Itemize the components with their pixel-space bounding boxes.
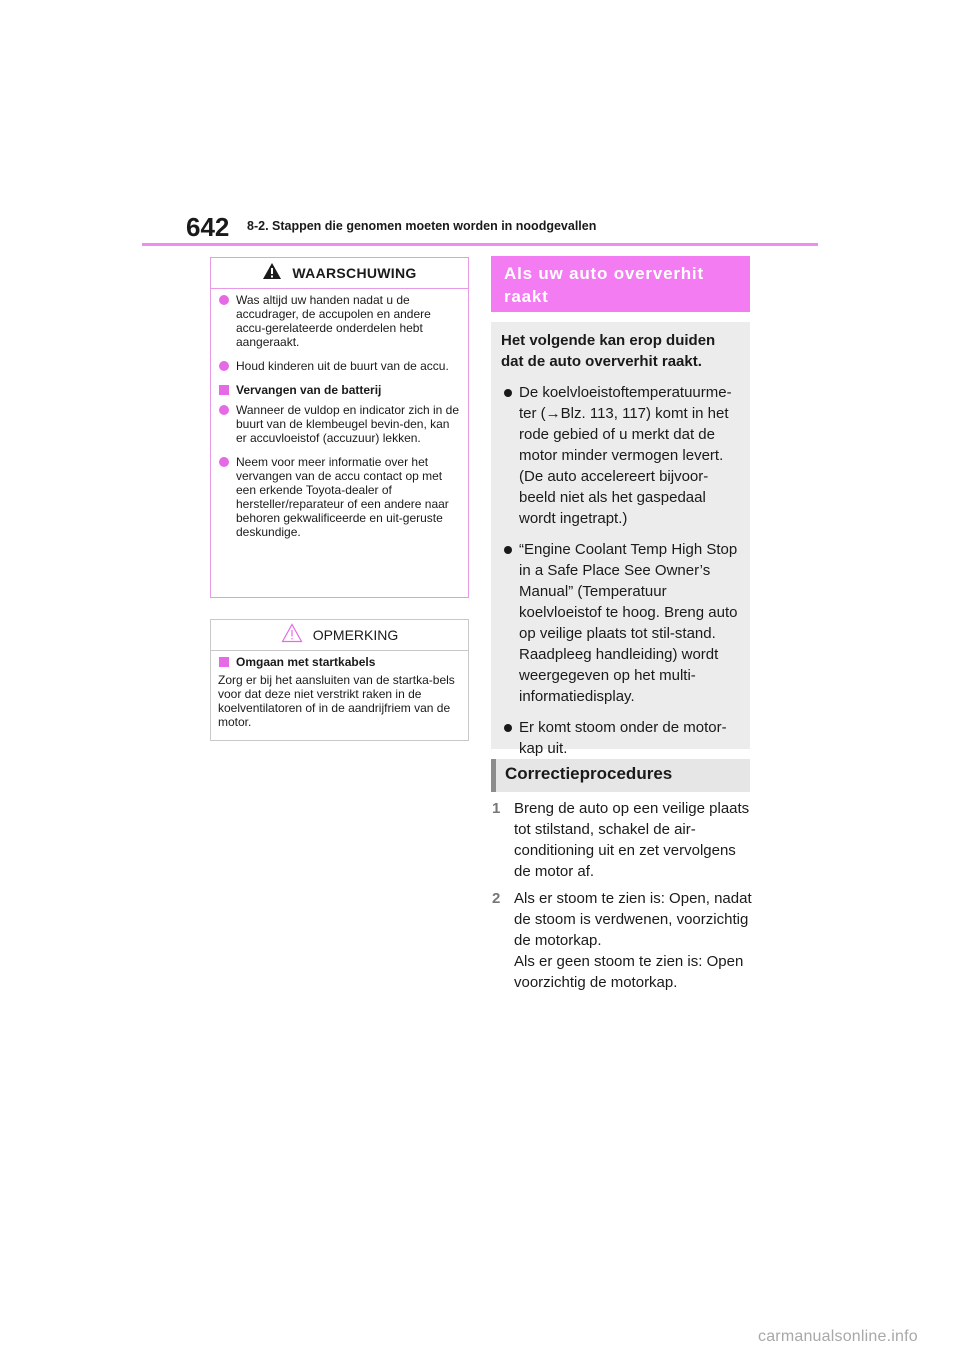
watermark: carmanualsonline.info [758,1328,918,1345]
symptom-item [501,539,740,707]
symptom-item [501,382,740,529]
notice-text: Zorg er bij het aansluiten van de startka-bels voor dat deze niet verstrikt raken in de koelventilatoren of in de aandrijfriem van de motor. [218,673,455,729]
warning-item [218,403,461,445]
warning-item-text: Was altijd uw handen nadat u de accudrager, de accupolen en andere accu-gerelateerde onderdelen hebt aangeraakt. [236,293,431,349]
bullet-dot [219,405,229,415]
notice-box-body [211,651,468,729]
procedures-heading: Correctieprocedures [491,759,750,792]
bullet-square [219,385,229,395]
warning-box [210,257,469,598]
symptom-text: De koelvloeistoftemperatuurme-ter (→Blz. 113, 117) komt in het rode gebied of u merkt dat de motor minder vermogen levert. (De auto accelereert bijvoor-beeld niet als het gaspedaal wordt ingetrapt.) [519,384,732,527]
warning-item [218,359,461,373]
warning-box-header [211,258,468,289]
bullet-dot [504,546,512,554]
symptom-text: “Engine Coolant Temp High Stop in a Safe Place See Owner’s Manual” (Temperatuur koelvloeistof te hoog. Breng auto op veilige plaats tot stil-stand. Raadpleeg handleiding) wordt weergegeven op het multi-informatiedisplay. [519,541,738,705]
header-divider [142,243,818,246]
overheat-heading: Als uw auto oververhit raakt [491,256,750,312]
procedure-step [491,888,756,993]
warning-item-text: Houd kinderen uit de buurt van de accu. [236,359,449,373]
warning-item [218,455,461,539]
warning-subheading [218,383,461,397]
page-number: 642 [186,212,230,242]
warning-title: WAARSCHUWING [292,265,417,281]
notice-subheading-text: Omgaan met startkabels [236,655,376,669]
warning-triangle-icon [262,262,282,285]
warning-box-body [211,289,468,539]
warning-item-text: Neem voor meer informatie over het vervangen van de accu contact op met een erkende Toyota-dealer of hersteller/reparateur of een andere naar behoren gekwalificeerde en uit-geruste deskundige. [236,455,449,539]
bullet-dot [219,457,229,467]
bullet-dot [219,361,229,371]
notice-box-header [211,620,468,651]
section-title: 8-2. Stappen die genomen moeten worden in noodgevallen [247,219,597,233]
bullet-square [219,657,229,667]
procedure-steps [491,798,756,999]
procedure-step [491,798,756,882]
bullet-dot [219,295,229,305]
bullet-dot [504,724,512,732]
warning-item [218,293,461,349]
notice-box [210,619,469,741]
step-text: Als er stoom te zien is: Open, nadat de stoom is verdwenen, voorzichtig de motorkap. [514,890,752,949]
warning-subheading-text: Vervangen van de batterij [236,383,382,397]
warning-item-text: Wanneer de vuldop en indicator zich in de buurt van de klembeugel bevin-den, kan er accuvloeistof (accuzuur) lekken. [236,403,460,445]
step-text: Breng de auto op een veilige plaats tot stilstand, schakel de air-conditioning uit en zet vervolgens de motor af. [514,800,750,880]
notice-subheading [218,655,461,669]
caution-outline-triangle-icon [281,623,303,648]
step-text-continued: Als er geen stoom te zien is: Open voorzichtig de motorkap. [514,953,744,991]
overheat-symptoms-box [491,322,750,757]
symptom-text: Er komt stoom onder de motor-kap uit. [519,719,727,757]
step-number: 2 [492,890,501,907]
step-number: 1 [492,800,501,817]
symptom-item [501,717,740,759]
overheat-intro: Het volgende kan erop duiden dat de auto oververhit raakt. [501,332,716,370]
bullet-dot [504,389,512,397]
notice-title: OPMERKING [312,627,399,643]
